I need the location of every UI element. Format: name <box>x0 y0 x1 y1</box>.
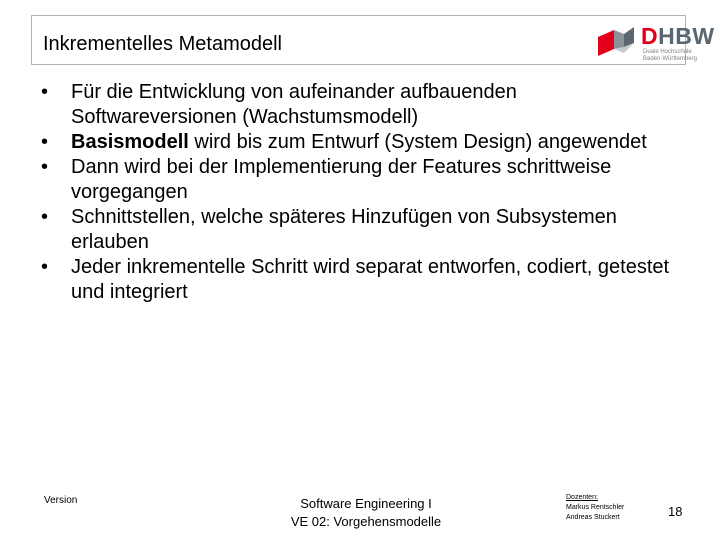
footer-course-unit: VE 02: Vorgehensmodelle <box>290 514 442 529</box>
bullet-symbol: • <box>41 156 49 178</box>
dhbw-logo-mark-icon <box>594 23 638 59</box>
bullet-symbol: • <box>41 206 49 228</box>
footer-lecturer-1: Markus Rentschler <box>566 504 625 511</box>
footer-lecturers-label: Dozenten: <box>566 494 598 501</box>
bullet-symbol: • <box>41 256 49 278</box>
bullet-item: • Dann wird bei der Implementierung der Features schrittweise vorgegangen <box>41 156 612 203</box>
bullet-symbol: • <box>41 81 49 103</box>
footer-lecturers <box>566 493 624 523</box>
footer-lecturer-2: Andreas Stuckert <box>566 514 620 521</box>
footer-version-label: Version <box>44 495 78 506</box>
footer-course-info <box>266 495 466 531</box>
dhbw-logo <box>594 23 714 61</box>
page-number: 18 <box>668 504 683 519</box>
dhbw-logo-wordmark: DHBW <box>641 23 715 49</box>
bullet-item: • Für die Entwicklung von aufeinander aufbauenden Softwareversionen (Wachstumsmodell) <box>41 81 517 128</box>
bullet-symbol: • <box>41 131 49 153</box>
bullet-list <box>41 80 671 305</box>
dhbw-logo-subline-1: Duale Hochschule <box>643 49 692 55</box>
bullet-item: • Schnittstellen, welche späteres Hinzufügen von Subsystemen erlauben <box>41 206 617 253</box>
bullet-item: • Basismodell wird bis zum Entwurf (System Design) angewendet <box>41 131 647 153</box>
slide-title: Inkrementelles Metamodell <box>43 33 282 55</box>
dhbw-logo-subline-2: Baden-Württemberg <box>643 56 698 62</box>
bullet-item: • Jeder inkrementelle Schritt wird separat entworfen, codiert, getestet und integriert <box>41 256 670 303</box>
footer-course-title: Software Engineering I <box>300 496 432 511</box>
slide-title-bar <box>31 15 715 65</box>
